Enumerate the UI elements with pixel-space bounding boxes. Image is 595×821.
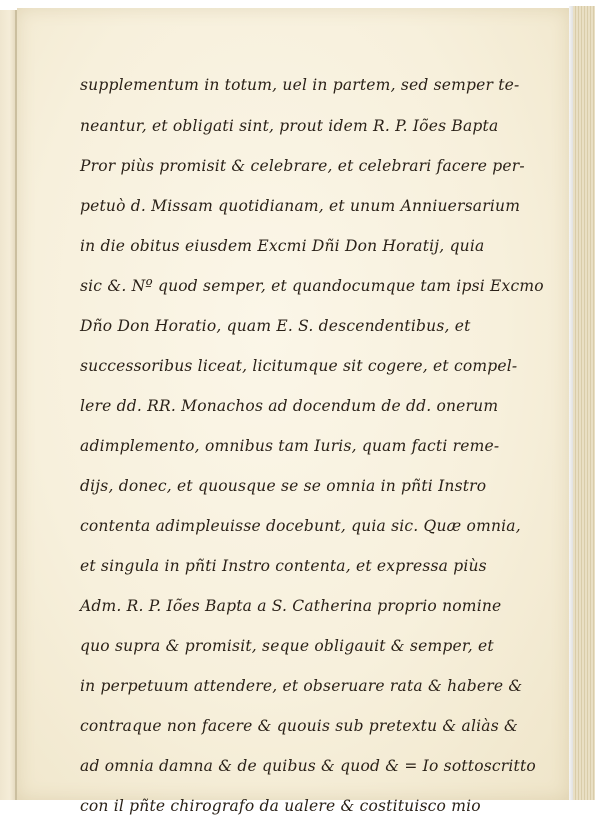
manuscript-line: neantur, et obligati sint, prout idem R. P. Iões Bapta [80, 117, 499, 135]
manuscript-line: petuò d. Missam quotidianam, et unum Anniuersarium [80, 197, 521, 215]
page-stack-edges [573, 6, 595, 800]
manuscript-page [17, 8, 569, 815]
manuscript-line: contraque non facere & quouis sub pretextu & aliàs & [80, 717, 518, 735]
book-binding-gutter [0, 10, 16, 800]
manuscript-line: con il pñte chirografo da ualere & costituisco mio [80, 797, 481, 815]
manuscript-line: contenta adimpleuisse docebunt, quia sic. Quæ omnia, [80, 517, 521, 535]
manuscript-line: Pror piùs promisit & celebrare, et celebrari facere per- [80, 157, 525, 175]
manuscript-line: in die obitus eiusdem Excmi Dñi Don Horatij, quia [80, 237, 485, 255]
manuscript-line: ad omnia damna & de quibus & quod & = Io sottoscritto [80, 757, 536, 775]
manuscript-line: supplementum in totum, uel in partem, sed semper te- [80, 76, 520, 94]
manuscript-line: in perpetuum attendere, et obseruare rata & habere & [80, 677, 523, 695]
manuscript-line: lere dd. RR. Monachos ad docendum de dd. onerum [80, 397, 499, 415]
manuscript-line: Adm. R. P. Iões Bapta a S. Catherina proprio nomine [80, 597, 502, 615]
manuscript-line: dijs, donec, et quousque se se omnia in pñti Instro [80, 477, 487, 495]
manuscript-line: et singula in pñti Instro contenta, et expressa piùs [80, 557, 487, 575]
manuscript-line: quo supra & promisit, seque obligauit & semper, et [80, 637, 494, 655]
manuscript-line: Dño Don Horatio, quam E. S. descendentibus, et [80, 317, 471, 335]
manuscript-text-block [17, 8, 569, 815]
manuscript-line: successoribus liceat, licitumque sit cogere, et compel- [80, 357, 518, 375]
manuscript-line: adimplemento, omnibus tam Iuris, quam facti reme- [80, 437, 500, 455]
manuscript-line: sic &. Nº quod semper, et quandocumque tam ipsi Excmo [80, 277, 544, 295]
